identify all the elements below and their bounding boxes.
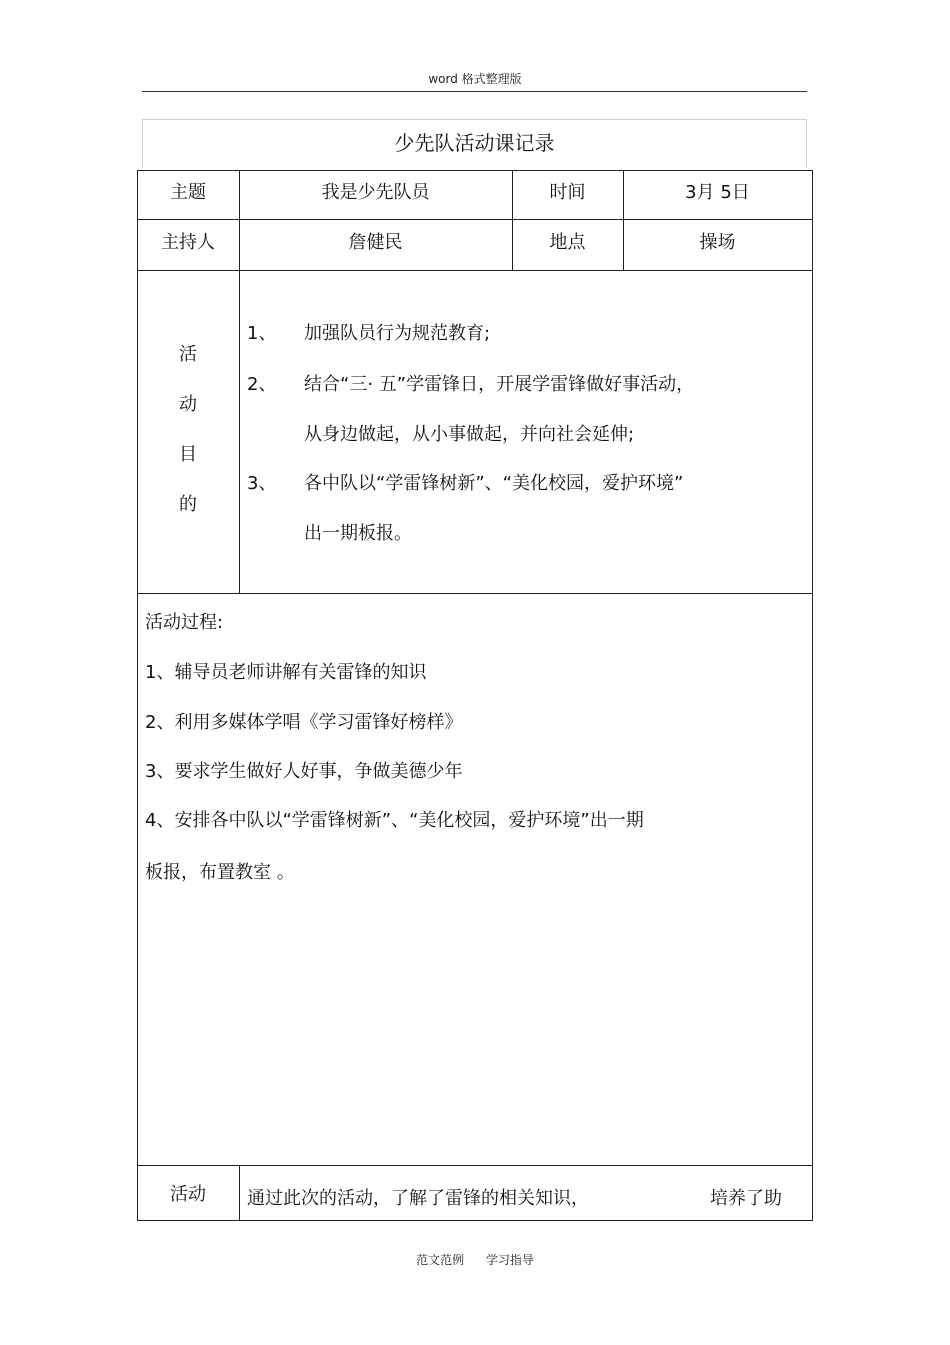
place-label: 地点 [549, 232, 586, 253]
table-rule-vertical [239, 1165, 240, 1220]
goal-number: 1、 [247, 323, 277, 344]
goal-text: 各中队以“学雷锋树新”、“美化校园，爱护环境” [304, 473, 684, 494]
table-rule [137, 593, 813, 594]
page-footer [0, 1251, 950, 1268]
goal-label-char: 的 [179, 494, 197, 515]
effect-text: 通过此次的活动，了解了雷锋的相关知识， [247, 1188, 589, 1209]
table-border-right [812, 170, 813, 1220]
goal-label-char: 活 [179, 344, 197, 365]
goal-text: 加强队员行为规范教育; [304, 323, 491, 344]
process-item: 板报，布置教室 。 [145, 862, 295, 883]
document-title: 少先队活动课记录 [142, 119, 807, 168]
goal-number: 2、 [247, 374, 277, 395]
goal-number: 3、 [247, 473, 277, 494]
host-value: 詹健民 [348, 232, 403, 253]
header-rule [142, 91, 807, 92]
goal-text: 出一期板报。 [304, 523, 412, 544]
process-item: 1、辅导员老师讲解有关雷锋的知识 [145, 662, 427, 683]
effect-text-continued: 培养了助 [710, 1188, 782, 1209]
table-border-bottom [137, 1220, 813, 1221]
process-item: 4、安排各中队以“学雷锋树新”、“美化校园，爱护环境”出一期 [145, 810, 644, 831]
host-label: 主持人 [161, 232, 215, 253]
goal-label-char: 目 [179, 444, 197, 465]
footer-left: 范文范例 [416, 1253, 465, 1267]
time-value: 3月 5日 [685, 182, 750, 203]
process-heading: 活动过程: [145, 612, 224, 633]
place-value: 操场 [699, 232, 736, 253]
process-item: 2、利用多媒体学唱《学习雷锋好榜样》 [145, 712, 463, 733]
time-label: 时间 [549, 182, 586, 203]
goal-text: 结合“三· 五”学雷锋日，开展学雷锋做好事活动， [304, 374, 695, 395]
goal-text: 从身边做起，从小事做起，并向社会延伸; [304, 424, 635, 445]
process-item: 3、要求学生做好人好事，争做美德少年 [145, 761, 463, 782]
page-header: word 格式整理版 [428, 72, 522, 86]
footer-right: 学习指导 [485, 1253, 534, 1267]
effect-label: 活动 [170, 1184, 206, 1205]
topic-value: 我是少先队员 [321, 182, 430, 203]
topic-label: 主题 [170, 182, 206, 203]
goal-label [137, 270, 239, 593]
goal-label-char: 动 [179, 394, 197, 415]
